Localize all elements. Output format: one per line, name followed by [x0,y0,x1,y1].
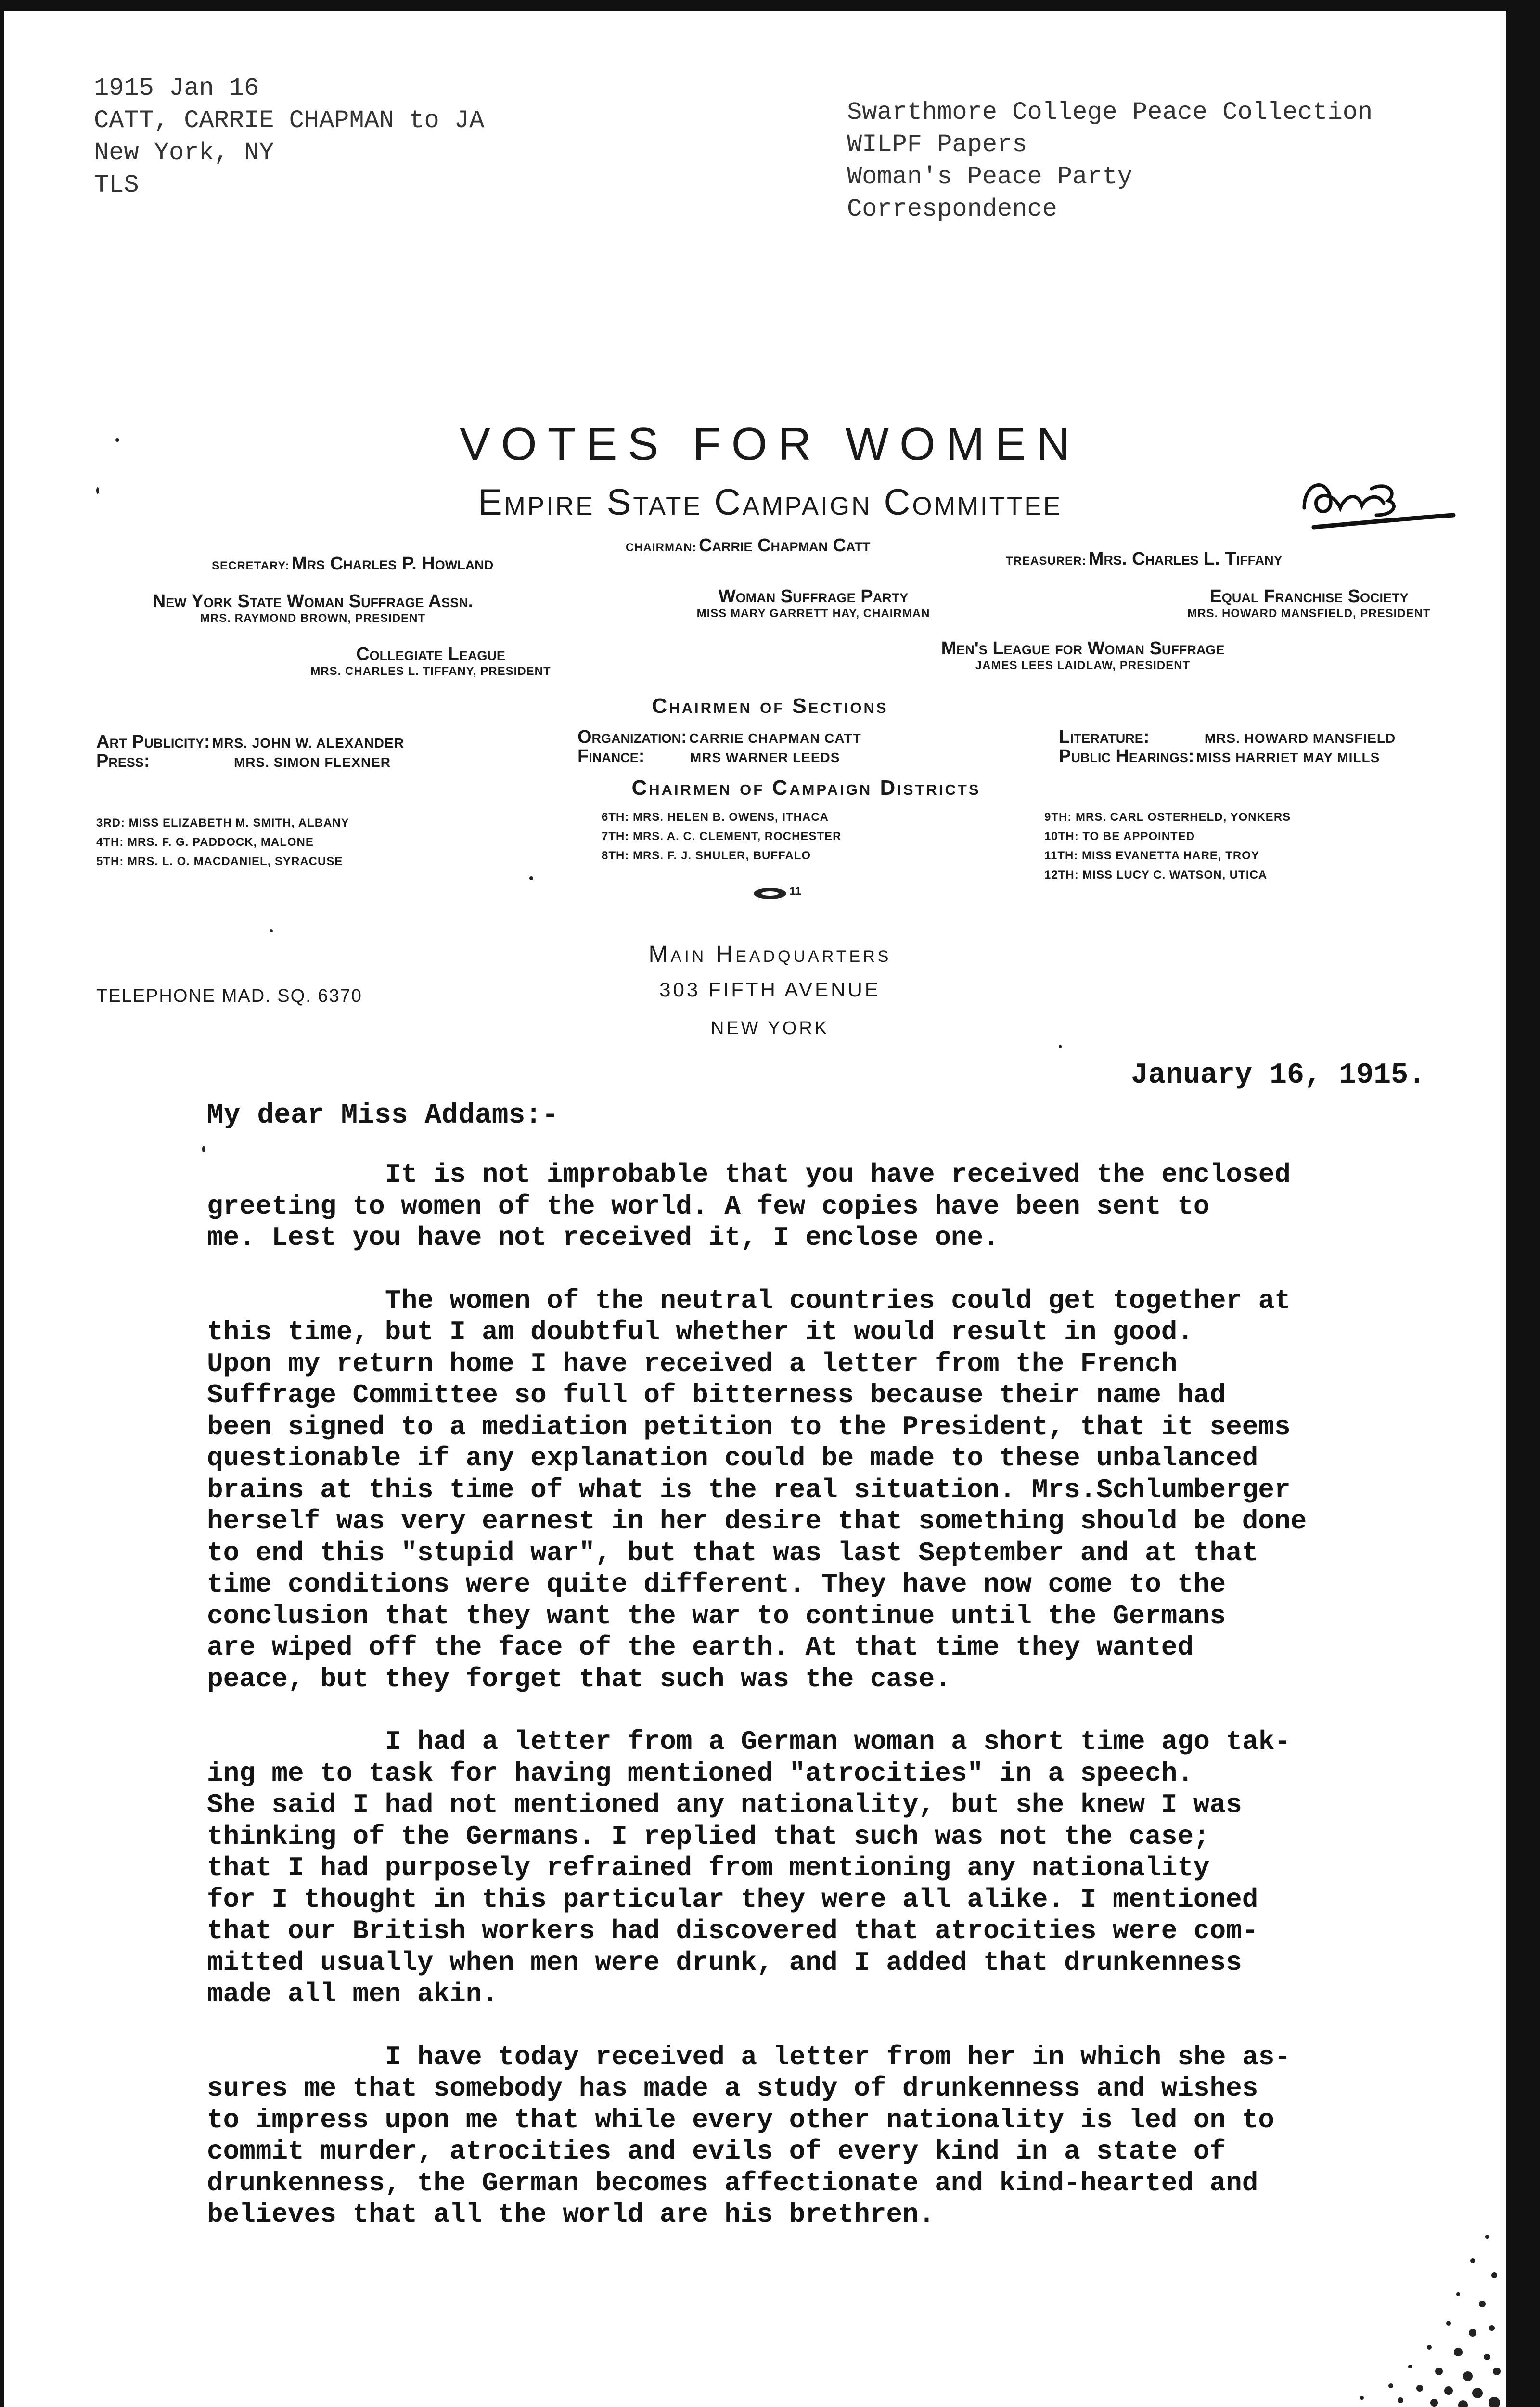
district-5: 5TH: MRS. L. O. MACDANIEL, SYRACUSE [96,855,343,868]
body-line: that I had purposely refrained from mentioning any nationality [207,1852,1210,1883]
body-line: sures me that somebody has made a study of drunkenness and wishes [207,2073,1258,2104]
body-line: drunkenness, the German becomes affectionate and kind-hearted and [207,2167,1258,2199]
body-line: been signed to a mediation petition to the President, that it seems [207,1411,1291,1442]
catalog-subseries: Correspondence [847,195,1057,223]
section-press [96,751,391,772]
body-line: that our British workers had discovered that atrocities were com- [207,1915,1258,1946]
telephone: TELEPHONE MAD. SQ. 6370 [96,986,362,1006]
hq-city: NEW YORK [710,1018,830,1038]
body-line: I had a letter from a German woman a short time ago tak- [385,1726,1291,1757]
body-line: thinking of the Germans. I replied that such was not the case; [207,1821,1210,1852]
scan-speck [202,1146,205,1152]
secretary-name: Mrs Charles P. Howland [292,554,494,574]
catalog-right [847,96,1373,225]
body-line: I have today received a letter from her in which she as- [385,2041,1291,2072]
org-nywsa [96,591,529,625]
section-finance [578,746,840,767]
org-leader: JAMES LEES LAIDLAW, PRESIDENT [975,659,1191,672]
district-9: 9TH: MRS. CARL OSTERHELD, YONKERS [1044,811,1291,824]
body-line: time conditions were quite different. They have now come to the [207,1569,1226,1600]
section-name: MRS. SIMON FLEXNER [233,755,391,770]
body-line: commit murder, atrocities and evils of every kind in a state of [207,2136,1226,2167]
paragraph-4 [207,2042,1477,2231]
scan-edge-top [0,0,1540,11]
hq-address: 303 FIFTH AVENUE [659,978,881,1001]
body-line: ing me to task for having mentioned "atrocities" in a speech. [207,1758,1194,1789]
catalog-date: 1915 Jan 16 [94,74,259,103]
district-6: 6TH: MRS. HELEN B. OWENS, ITHACA [602,811,829,824]
handwritten-initial-mark [1295,462,1458,534]
scan-speck [270,929,273,932]
paragraph-3 [207,1726,1477,2010]
letterhead-title: VOTES FOR WOMEN [460,418,1080,470]
chairman-name: Carrie Chapman Catt [699,535,871,556]
treasurer-label: TREASURER: [1006,555,1087,568]
body-line: made all men akin. [207,1979,498,2009]
section-organization [578,727,861,748]
districts-right [1044,808,1291,885]
district-4: 4TH: MRS. F. G. PADDOCK, MALONE [96,836,314,849]
chairman-line [626,535,871,556]
body-line: for I thought in this particular they were all alike. I mentioned [207,1884,1258,1915]
body-line: are wiped off the face of the earth. At that time they wanted [207,1632,1194,1663]
section-label: Finance: [578,746,645,766]
section-label: Literature: [1059,727,1150,747]
letter-body [207,1159,1477,2262]
chairman-label: CHAIRMAN: [626,541,697,554]
hq-title: Main Headquarters [648,942,892,967]
org-leader: MRS. CHARLES L. TIFFANY, PRESIDENT [310,665,551,678]
body-line: greeting to women of the world. A few copies have been sent to [207,1191,1210,1222]
org-leader: MRS. HOWARD MANSFIELD, PRESIDENT [1187,607,1431,620]
body-line: Upon my return home I have received a letter from the French [207,1348,1178,1379]
org-efs [1116,586,1502,621]
org-collegiate [250,644,611,678]
sections-heading: Chairmen of Sections [652,694,888,718]
catalog-place: New York, NY [94,139,274,167]
union-bug-number: 11 [789,885,802,898]
scan-speck [96,487,99,494]
body-line: believes that all the world are his brethren. [207,2199,935,2230]
letterhead-subtitle: Empire State Campaign Committee [477,482,1063,523]
body-line: Suffrage Committee so full of bitterness because their name had [207,1380,1226,1411]
secretary-label: SECRETARY: [212,559,290,572]
scan-edge-left [0,0,4,2407]
section-art [96,732,404,752]
section-name: MRS WARNER LEEDS [690,750,840,765]
scan-noise-corner [1304,2208,1506,2407]
districts-middle [602,808,841,866]
scan-speck [529,876,533,880]
district-12: 12TH: MISS LUCY C. WATSON, UTICA [1044,868,1268,881]
body-line: mitted usually when men were drunk, and I added that drunkenness [207,1947,1242,1978]
body-line: peace, but they forget that such was the case. [207,1663,951,1695]
treasurer-line [1006,549,1283,569]
org-leader: MRS. RAYMOND BROWN, PRESIDENT [200,612,426,625]
catalog-collection: Swarthmore College Peace Collection [847,98,1373,127]
body-line: me. Lest you have not received it, I enclose one. [207,1222,1000,1253]
body-line: this time, but I am doubtful whether it would result in good. [207,1317,1194,1347]
letter-date: January 16, 1915. [1131,1059,1426,1092]
district-3: 3RD: MISS ELIZABETH M. SMITH, ALBANY [96,816,349,829]
section-name: MRS. JOHN W. ALEXANDER [212,736,404,751]
catalog-series: Woman's Peace Party [847,163,1132,191]
catalog-left [94,72,484,201]
district-7: 7TH: MRS. A. C. CLEMENT, ROCHESTER [602,830,842,843]
secretary-line [212,554,493,574]
org-name: New York State Woman Suffrage Assn. [152,591,474,611]
section-name: CARRIE CHAPMAN CATT [689,731,861,746]
body-line: questionable if any explanation could be made to these unbalanced [207,1443,1258,1474]
district-10: 10TH: TO BE APPOINTED [1044,830,1195,843]
org-name: Collegiate League [356,644,505,664]
district-8: 8TH: MRS. F. J. SHULER, BUFFALO [602,849,811,862]
catalog-type: TLS [94,171,139,199]
body-line: to impress upon me that while every other nationality is led on to [207,2104,1274,2135]
scan-speck [1059,1045,1062,1048]
catalog-correspondents: CATT, CARRIE CHAPMAN to JA [94,106,485,135]
org-name: Equal Franchise Society [1209,586,1409,607]
body-line: to end this "stupid war", but that was last September and at that [207,1537,1258,1568]
section-label: Organization: [578,727,687,747]
section-label: Public Hearings: [1059,746,1194,766]
section-hearings [1059,746,1380,767]
body-line: brains at this time of what is the real situation. Mrs.Schlumberger [207,1474,1291,1505]
catalog-papers: WILPF Papers [847,130,1027,159]
org-leader: MISS MARY GARRETT HAY, CHAIRMAN [696,607,930,620]
scan-speck [116,438,119,442]
org-mens-league [818,638,1348,673]
letter-salutation: My dear Miss Addams:- [207,1100,559,1131]
body-line: She said I had not mentioned any nationality, but she knew I was [207,1789,1242,1820]
paragraph-2 [207,1285,1477,1695]
union-bug-icon [751,884,813,903]
district-11: 11TH: MISS EVANETTA HARE, TROY [1044,849,1259,862]
paragraph-1 [207,1159,1477,1254]
section-name: MRS. HOWARD MANSFIELD [1204,731,1396,746]
body-line: The women of the neutral countries could get together at [385,1285,1291,1316]
treasurer-name: Mrs. Charles L. Tiffany [1088,549,1283,569]
section-label: Art Publicity: [96,732,210,752]
districts-heading: Chairmen of Campaign Districts [631,776,981,800]
section-label: Press: [96,751,150,771]
scan-edge-right [1506,0,1540,2407]
org-name: Woman Suffrage Party [718,586,909,607]
org-name: Men's League for Woman Suffrage [941,638,1225,659]
section-literature [1059,727,1396,748]
body-line: herself was very earnest in her desire that something should be done [207,1506,1307,1537]
org-wsp [602,586,1025,621]
districts-left [96,814,349,871]
section-name: MISS HARRIET MAY MILLS [1196,750,1380,765]
body-line: conclusion that they want the war to continue until the Germans [207,1600,1226,1631]
body-line: It is not improbable that you have received the enclosed [385,1159,1291,1190]
